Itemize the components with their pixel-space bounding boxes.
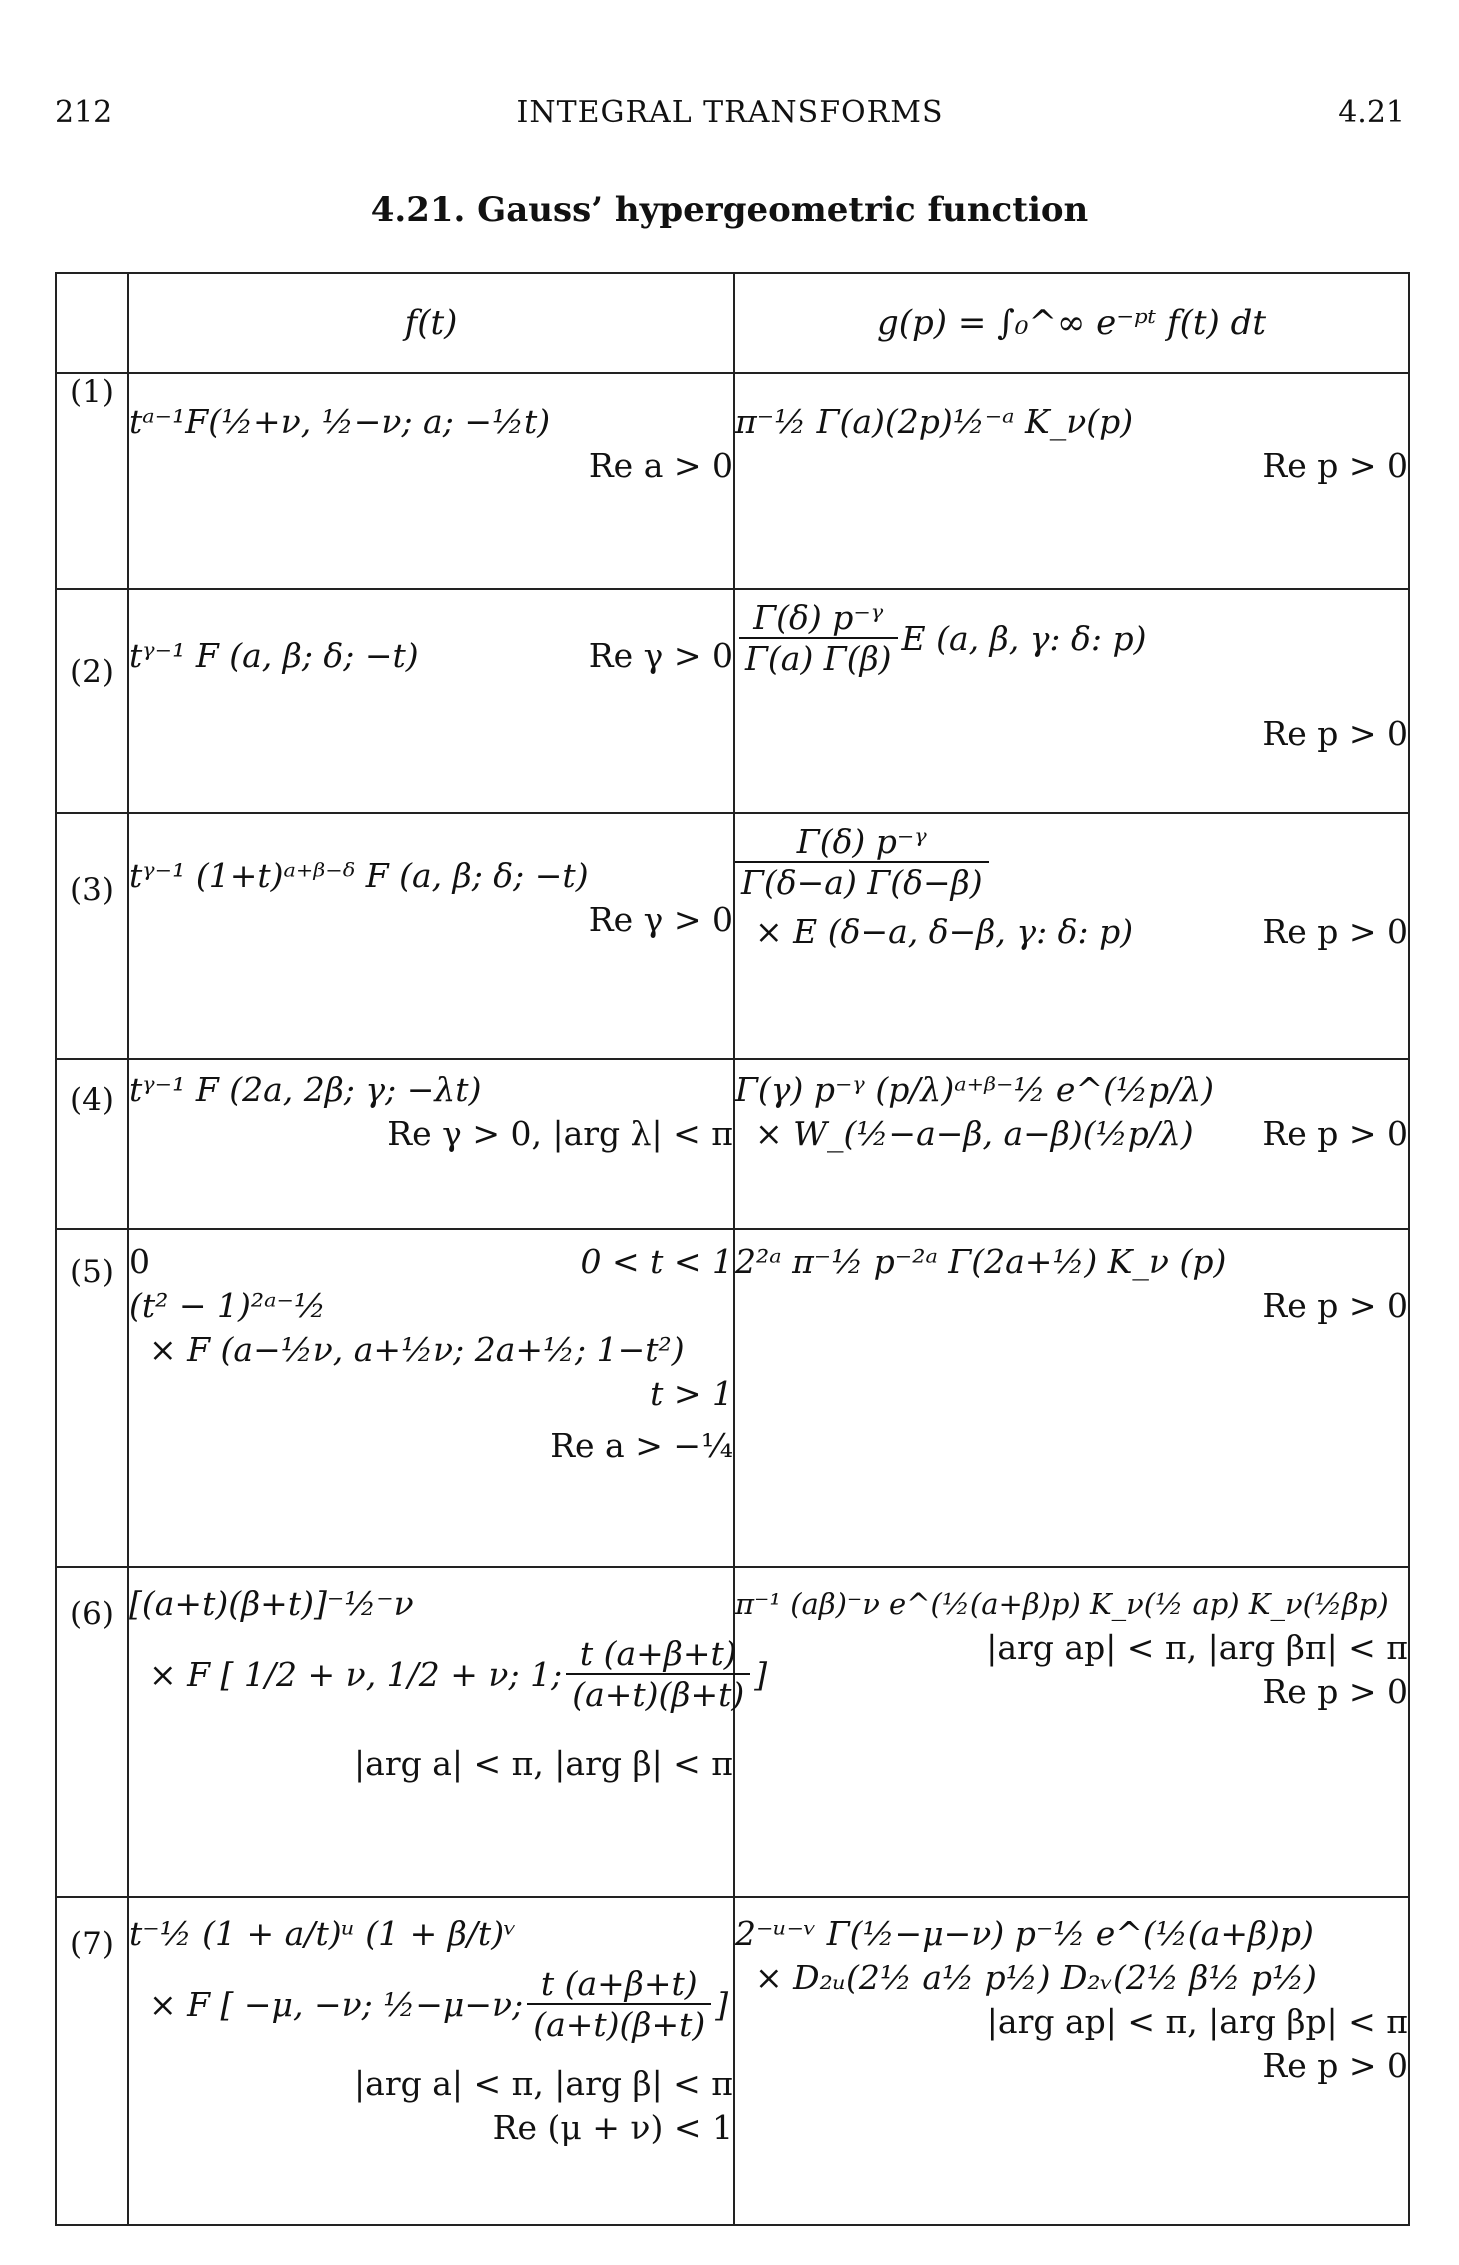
row-number: (3)	[56, 813, 128, 1059]
g-condition: Re p > 0	[1262, 912, 1408, 951]
f-bracket-close: ]	[754, 1654, 768, 1694]
f-condition: Re γ > 0, |arg λ| < π	[387, 1114, 733, 1153]
f-numerator: t (a+β+t)	[527, 1964, 711, 2005]
row-number: (1)	[56, 373, 128, 589]
f-expression: 0	[129, 1242, 150, 1281]
f-cell	[128, 1059, 734, 1229]
table-row	[56, 1059, 1409, 1229]
g-fraction	[739, 598, 898, 678]
g-cell	[734, 373, 1409, 589]
g-expression: × E (δ−a, δ−β, γ: δ: p)	[755, 912, 1134, 951]
row-number: (5)	[56, 1229, 128, 1567]
g-expression-2: × D₂ᵤ(2½ a½ p½) D₂ᵥ(2½ β½ p½)	[755, 1958, 1317, 1997]
f-condition: Re a > −¼	[550, 1426, 733, 1465]
f-hyper-args: × F [ 1/2 + ν, 1/2 + ν; 1;	[149, 1654, 563, 1694]
f-cell	[128, 1567, 768, 1897]
f-condition-t: t > 1	[650, 1374, 733, 1413]
running-header	[55, 95, 1405, 135]
g-condition: Re p > 0	[1262, 1114, 1408, 1153]
g-cell	[734, 1567, 1409, 1897]
f-expression: tᵞ⁻¹ (1+t)ᵃ⁺ᵝ⁻ᵟ F (a, β; δ; −t)	[129, 856, 589, 895]
table-row	[56, 1229, 1409, 1567]
g-cell	[734, 1059, 1409, 1229]
g-expression-2: × W_(½−a−β, a−β)(½p/λ)	[755, 1114, 1194, 1153]
header-f: f(t)	[128, 273, 734, 373]
g-expression: π⁻¹ (aβ)⁻ν e^(½(a+β)p) K_ν(½ ap) K_ν(½βp)	[735, 1587, 1389, 1621]
page-number: 212	[55, 95, 113, 130]
f-expression: tᵞ⁻¹ F (a, β; δ; −t)	[129, 636, 419, 675]
g-numerator: Γ(δ) p⁻ᵞ	[739, 598, 898, 639]
g-cell	[734, 813, 1409, 1059]
row-number: (4)	[56, 1059, 128, 1229]
f-denominator: (a+t)(β+t)	[572, 1675, 745, 1714]
g-denominator: Γ(a) Γ(β)	[745, 639, 892, 678]
g-fraction	[735, 822, 989, 902]
g-expression: 2²ᵃ π⁻½ p⁻²ᵃ Γ(2a+½) K_ν (p)	[735, 1242, 1227, 1281]
f-cell	[128, 1897, 734, 2225]
g-denominator: Γ(δ−a) Γ(δ−β)	[741, 863, 983, 902]
f-expression-2: (t² − 1)²ᵃ⁻½	[129, 1286, 326, 1325]
f-bracket-close: ]	[715, 1984, 729, 2024]
g-numerator: Γ(δ) p⁻ᵞ	[735, 822, 989, 863]
f-expression-3: × F (a−½ν, a+½ν; 2a+½; 1−t²)	[149, 1330, 685, 1369]
g-cell	[734, 1229, 1409, 1567]
g-expression: 2⁻ᵘ⁻ᵛ Γ(½−μ−ν) p⁻½ e^(½(a+β)p)	[735, 1914, 1314, 1953]
g-condition: Re p > 0	[1262, 714, 1408, 753]
row-number: (2)	[56, 589, 128, 813]
section-title: 4.21. Gauss’ hypergeometric function	[370, 190, 1089, 230]
g-condition: Re p > 0	[1262, 446, 1408, 485]
f-denominator: (a+t)(β+t)	[533, 2005, 706, 2044]
transform-table	[55, 272, 1410, 2226]
row-number: (6)	[56, 1567, 128, 1897]
f-expression: t⁻½ (1 + a/t)ᵘ (1 + β/t)ᵛ	[129, 1914, 517, 1953]
g-condition: Re p > 0	[1262, 2046, 1408, 2085]
header-g: g(p) = ∫₀^∞ e⁻ᵖᵗ f(t) dt	[734, 273, 1409, 373]
f-expression: tᵃ⁻¹F(½+ν, ½−ν; a; −½t)	[129, 402, 551, 441]
g-expression: Γ(γ) p⁻ᵞ (p/λ)ᵃ⁺ᵝ⁻½ e^(½p/λ)	[735, 1070, 1214, 1109]
table-row	[56, 1897, 1409, 2225]
f-numerator: t (a+β+t)	[566, 1634, 750, 1675]
row-number: (7)	[56, 1897, 128, 2225]
f-expression: tᵞ⁻¹ F (2a, 2β; γ; −λt)	[129, 1070, 482, 1109]
g-cell	[734, 589, 1409, 813]
f-fraction	[527, 1964, 711, 2044]
g-expression: π⁻½ Γ(a)(2p)½⁻ᵃ K_ν(p)	[735, 402, 1134, 441]
section-number: 4.21	[1338, 95, 1405, 130]
header-blank	[56, 273, 128, 373]
f-expression: [(a+t)(β+t)]⁻½⁻ν	[129, 1584, 414, 1623]
f-condition: |arg a| < π, |arg β| < π	[354, 1744, 733, 1783]
table-header-row	[56, 273, 1409, 373]
f-condition-2: Re (μ + ν) < 1	[492, 2108, 733, 2147]
f-condition-range: 0 < t < 1	[580, 1242, 733, 1281]
f-hyper-args: × F [ −μ, −ν; ½−μ−ν;	[149, 1984, 524, 2024]
f-condition: Re a > 0	[588, 446, 733, 485]
table-row	[56, 813, 1409, 1059]
g-condition-arg: |arg ap| < π, |arg βπ| < π	[986, 1628, 1408, 1667]
g-condition-arg: |arg ap| < π, |arg βp| < π	[986, 2002, 1408, 2041]
table-row	[56, 373, 1409, 589]
g-cell	[734, 1897, 1409, 2225]
f-cell	[128, 589, 734, 813]
f-condition: Re γ > 0	[588, 900, 733, 939]
g-expression: E (a, β, γ: δ: p)	[901, 618, 1147, 658]
f-fraction	[566, 1634, 750, 1714]
f-cell	[128, 1229, 734, 1567]
f-condition: Re γ > 0	[588, 636, 733, 675]
f-cell	[128, 373, 734, 589]
g-condition: Re p > 0	[1262, 1672, 1408, 1711]
g-condition: Re p > 0	[1262, 1286, 1408, 1325]
f-cell	[128, 813, 734, 1059]
running-title: INTEGRAL TRANSFORMS	[516, 95, 944, 130]
table-row	[56, 1567, 1409, 1897]
f-condition: |arg a| < π, |arg β| < π	[354, 2064, 733, 2103]
table-row	[56, 589, 1409, 813]
